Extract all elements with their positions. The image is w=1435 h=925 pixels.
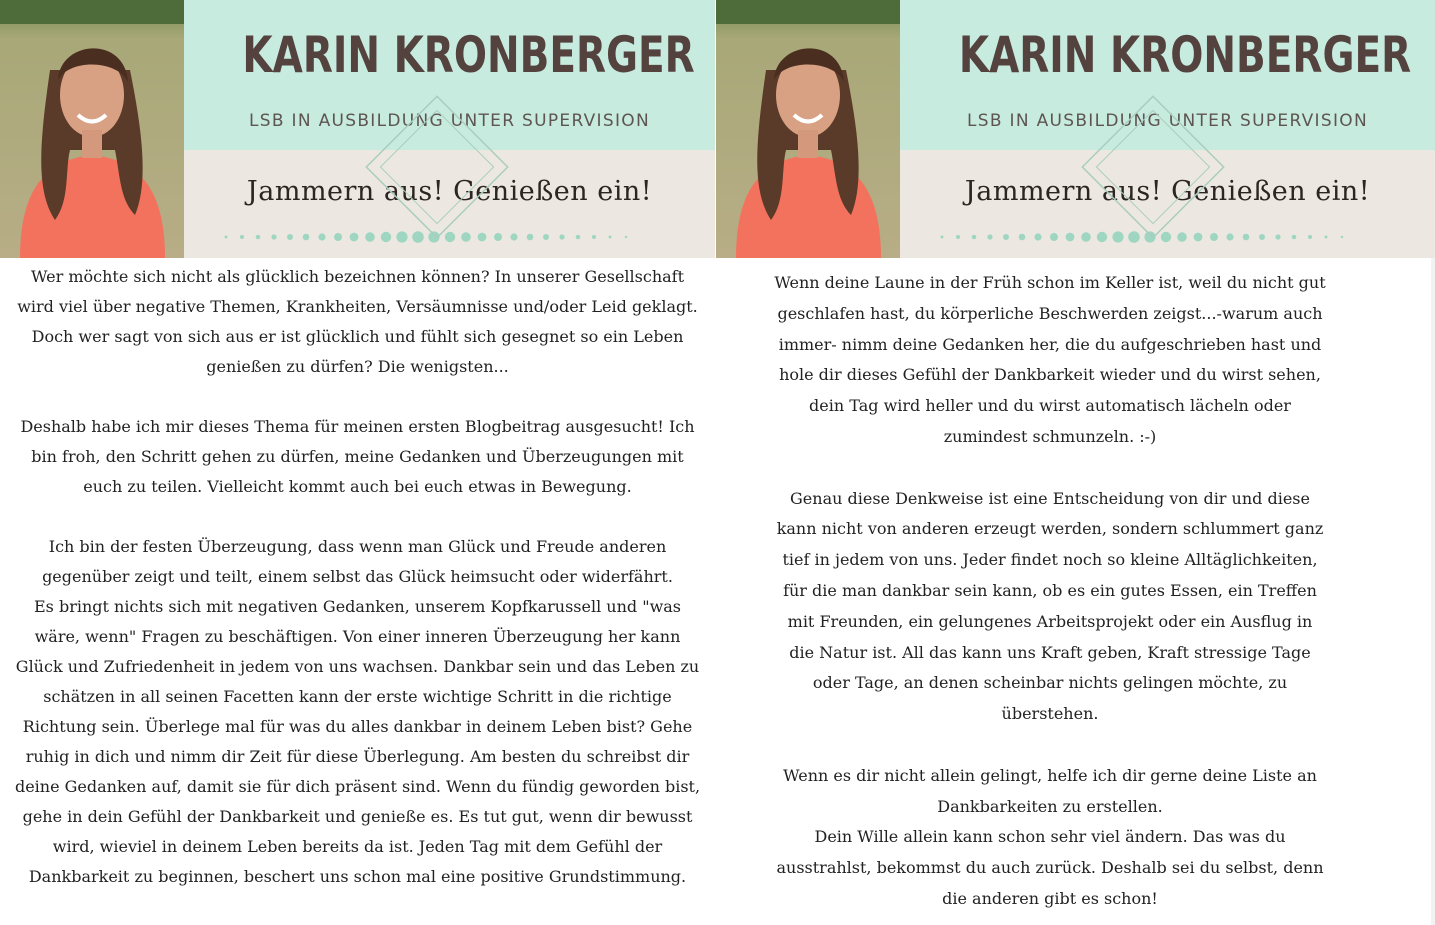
text-line: hole dir dieses Gefühl der Dankbarkeit wieder und du wirst sehen,: [779, 365, 1321, 385]
text-line: gegenüber zeigt und teilt, einem selbst das Glück heimsucht oder widerfährt.: [42, 567, 673, 586]
text-line: ruhig in dich und nimm dir Zeit für diese Überlegung. Am besten du schreibst dir: [25, 747, 690, 766]
text-line: wäre, wenn" Fragen zu beschäftigen. Von einer inneren Überzeugung her kann: [34, 627, 681, 646]
text-line: mit Freunden, ein gelungenes Arbeitsprojekt oder ein Ausflug in: [787, 611, 1313, 631]
text-line: Wenn deine Laune in der Früh schon im Keller ist, weil du nicht gut: [774, 273, 1326, 292]
text-line: Richtung sein. Überlege mal für was du alles dankbar in deinem Leben bist? Gehe: [22, 717, 693, 736]
text-line: Dein Wille allein kann schon sehr viel ändern. Das was du: [814, 827, 1286, 847]
brand-name: KARIN KRONBERGER: [242, 26, 695, 84]
dots-divider-icon: [938, 226, 1358, 248]
brand-subtitle: LSB IN AUSBILDUNG UNTER SUPERVISION: [249, 111, 650, 131]
blog-text-left: [0, 262, 715, 922]
text-line: Wenn es dir nicht allein gelingt, helfe ich dir gerne deine Liste an: [783, 765, 1317, 785]
text-line: Glück und Zufriedenheit in jedem von uns wachsen. Dankbar sein und das Leben zu: [15, 657, 700, 676]
text-line: immer- nimm deine Gedanken her, die du aufgeschrieben hast und: [778, 334, 1322, 354]
paragraph: [760, 484, 1340, 730]
text-line: die anderen gibt es schon!: [942, 888, 1158, 908]
slogan-panel: [900, 150, 1435, 258]
paragraph: [760, 761, 1340, 915]
brand-subtitle: LSB IN AUSBILDUNG UNTER SUPERVISION: [967, 111, 1368, 131]
text-line: Ich bin der festen Überzeugung, dass wenn man Glück und Freude anderen: [48, 537, 667, 556]
blog-text-right: [760, 268, 1340, 925]
text-line: Dankbarkeit zu beginnen, beschert uns schon mal eine positive Grundstimmung.: [28, 867, 687, 886]
text-line: Deshalb habe ich mir dieses Thema für meinen ersten Blogbeitrag ausgesucht! Ich: [20, 417, 695, 436]
text-line: die Natur ist. All das kann uns Kraft geben, Kraft stressige Tage: [789, 642, 1311, 662]
portrait-photo: [716, 0, 900, 258]
text-line: oder Tage, an denen scheinbar nichts gelingen möchte, zu: [812, 673, 1288, 693]
text-line: Dankbarkeiten zu erstellen.: [937, 796, 1163, 816]
paragraph: [0, 262, 715, 382]
text-line: euch zu teilen. Vielleicht kommt auch bei euch etwas in Bewegung.: [83, 477, 632, 496]
dots-divider-icon: [222, 226, 642, 248]
header-banner-left: [0, 0, 715, 258]
text-line: Es bringt nichts sich mit negativen Gedanken, unserem Kopfkarussell und "was: [33, 597, 682, 616]
paragraph: [0, 412, 715, 502]
text-line: überstehen.: [1001, 704, 1099, 724]
slogan-text: Jammern aus! Genießen ein!: [246, 176, 653, 207]
brand-name: KARIN KRONBERGER: [958, 26, 1412, 84]
text-line: genießen zu dürfen? Die wenigsten...: [206, 357, 509, 376]
title-panel: [184, 0, 715, 150]
text-line: Wer möchte sich nicht als glücklich bezeichnen können? In unserer Gesellschaft: [30, 267, 685, 286]
text-line: Genau diese Denkweise ist eine Entscheidung von dir und diese: [790, 488, 1310, 508]
text-line: ausstrahlst, bekommst du auch zurück. Deshalb sei du selbst, denn: [776, 858, 1324, 878]
text-line: schätzen in all seinen Facetten kann der erste wichtige Schritt in die richtige: [43, 687, 672, 706]
text-line: dein Tag wird heller und du wirst automatisch lächeln oder: [809, 396, 1291, 416]
text-line: gehe in dein Gefühl der Dankbarkeit und genieße es. Es tut gut, wenn dir bewusst: [22, 807, 693, 826]
header-banner-right: [716, 0, 1435, 258]
text-line: wird, wieviel in deinem Leben bereits da ist. Jeden Tag mit dem Gefühl der: [52, 837, 663, 856]
paragraph: [0, 532, 715, 892]
scrollbar-track[interactable]: [1431, 258, 1435, 925]
portrait-photo: [0, 0, 184, 258]
text-line: kann nicht von anderen erzeugt werden, sondern schlummert ganz: [776, 519, 1324, 539]
text-line: zumindest schmunzeln. :-): [943, 426, 1157, 446]
text-line: tief in jedem von uns. Jeder findet noch so kleine Alltäglichkeiten,: [782, 550, 1318, 570]
slogan-panel: [184, 150, 715, 258]
text-line: geschlafen hast, du körperliche Beschwerden zeigst...-warum auch: [777, 303, 1323, 323]
text-line: wird viel über negative Themen, Krankheiten, Versäumnisse und/oder Leid geklagt.: [17, 297, 698, 316]
text-line: Doch wer sagt von sich aus er ist glücklich und fühlt sich gesegnet so ein Leben: [31, 327, 684, 346]
text-line: deine Gedanken auf, damit sie für dich präsent sind. Wenn du fündig geworden bist,: [14, 777, 701, 796]
paragraph: [760, 268, 1340, 453]
title-panel: [900, 0, 1435, 150]
text-line: bin froh, den Schritt gehen zu dürfen, meine Gedanken und Überzeugungen mit: [31, 447, 684, 466]
text-line: für die man dankbar sein kann, ob es ein gutes Essen, ein Treffen: [783, 580, 1317, 600]
slogan-text: Jammern aus! Genießen ein!: [964, 176, 1371, 207]
